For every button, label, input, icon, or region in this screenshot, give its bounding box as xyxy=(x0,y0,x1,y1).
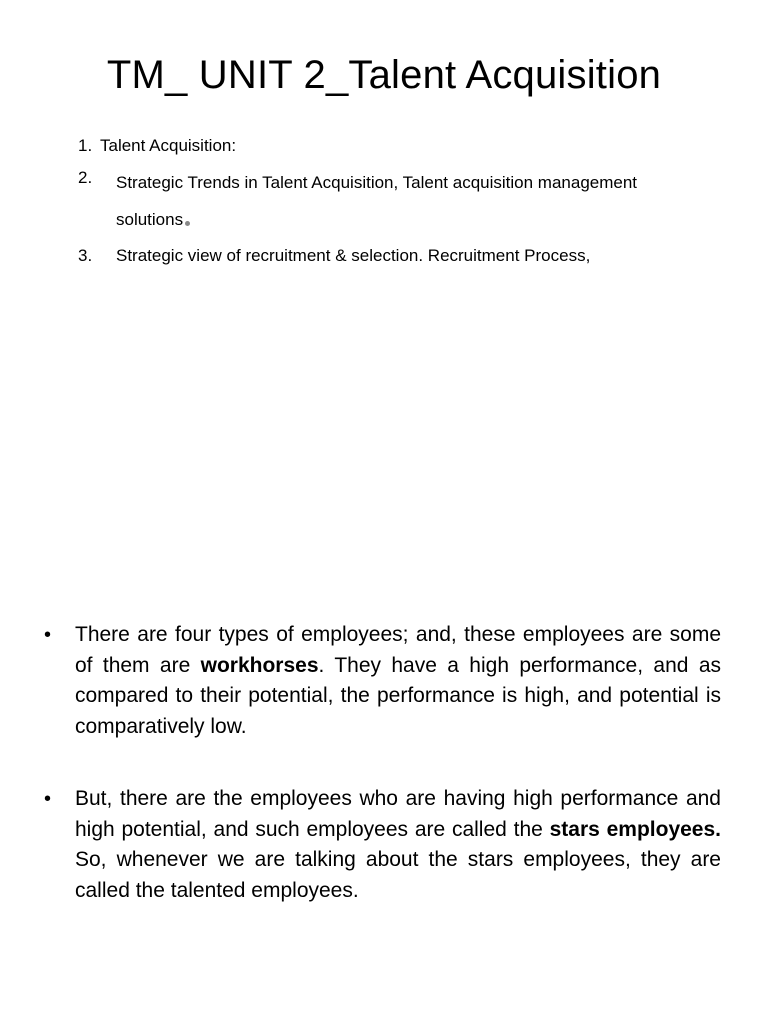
topic-text-line-1: Strategic Trends in Talent Acquisition, Talent acquisition management xyxy=(116,173,638,192)
topic-text: Strategic view of recruitment & selection. Recruitment Process, xyxy=(116,246,591,265)
bullet-item-1 xyxy=(44,620,721,742)
bullet-icon: • xyxy=(44,788,52,810)
topic-text-line-2-words: solutions xyxy=(116,210,184,229)
topic-list xyxy=(78,132,738,274)
topic-item-3 xyxy=(78,242,738,270)
topic-item-1 xyxy=(78,132,738,160)
bullet-text xyxy=(75,784,721,906)
topic-number: 1. xyxy=(78,136,93,155)
bullet-text-pre: But, there are the employees who are having high performance and high potential, and such employees are called the xyxy=(75,787,721,841)
topic-text: Talent Acquisition: xyxy=(100,136,237,155)
bullet-text-bold: workhorses xyxy=(200,653,319,677)
bullet-icon: • xyxy=(44,624,52,646)
bullet-dot-icon xyxy=(185,221,190,226)
topic-number: 2. xyxy=(78,168,93,187)
topic-text-line-2 xyxy=(116,201,637,238)
topic-number: 3. xyxy=(78,246,93,265)
bullet-text-post: So, whenever we are talking about the stars employees, they are called the talented employees. xyxy=(75,848,721,902)
bullet-text-pre: There are four types of employees; and, these employees are some of them are xyxy=(75,623,721,677)
bullet-item-2 xyxy=(44,784,721,906)
topic-text xyxy=(116,164,637,238)
bullet-text xyxy=(75,620,721,742)
page-title: TM_ UNIT 2_Talent Acquisition xyxy=(106,53,662,97)
bullet-list xyxy=(44,620,721,948)
bullet-text-bold: stars employees. xyxy=(549,817,721,841)
topic-item-2 xyxy=(78,164,738,238)
bullet-text-post: . They have a high performance, and as compared to their potential, the performance is high, and potential is comparatively low. xyxy=(75,653,722,738)
